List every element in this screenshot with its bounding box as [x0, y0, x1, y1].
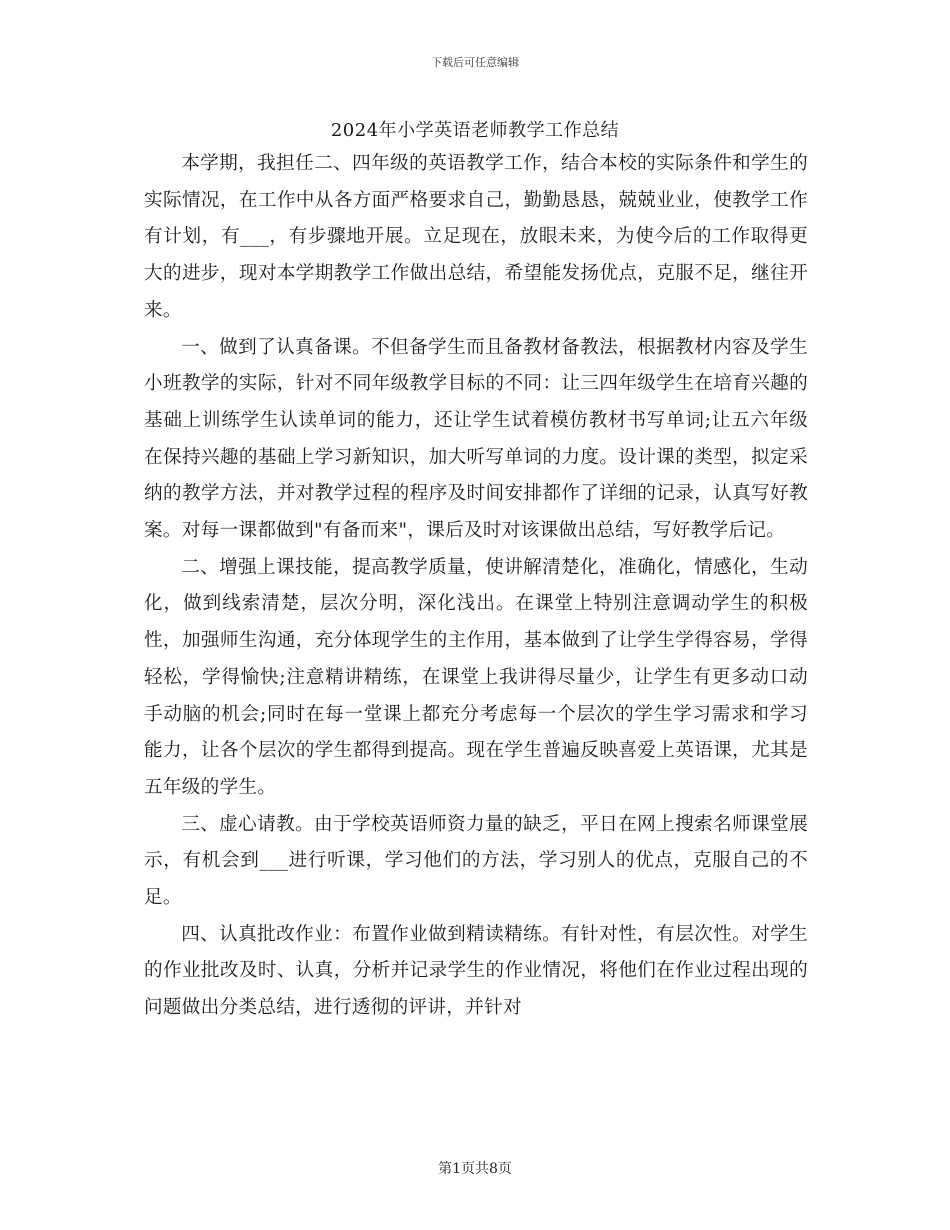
paragraph-homework: 四、认真批改作业：布置作业做到精读精练。有针对性，有层次性。对学生的作业批改及时、认真，分析并记录学生的作业情况，将他们在作业过程出现的问题做出分类总结，进行透彻的评讲，并针对 — [144, 923, 808, 1019]
paragraph-lesson-prep: 一、做到了认真备课。不但备学生而且备教材备教法，根据教材内容及学生小班教学的实际，针对不同年级教学目标的不同：让三四年级学生在培育兴趣的基础上训练学生认读单词的能力，还让学生试着模仿教材书写单词;让五六年级在保持兴趣的基础上学习新知识，加大听写单词的力度。设计课的类型，拟定采纳的教学方法，并对教学过程的程序及时间安排都作了详细的记录，认真写好教案。对每一课都做到"有备而来"，课后及时对该课做出总结，写好教学后记。 — [144, 336, 808, 542]
paragraph-learning: 三、虚心请教。由于学校英语师资力量的缺乏，平日在网上搜索名师课堂展示，有机会到___进行听课，学习他们的方法，学习别人的优点，克服自己的不足。 — [144, 813, 808, 909]
paragraph-teaching-skills: 二、增强上课技能，提高教学质量，使讲解清楚化，准确化，情感化，生动化，做到线索清楚，层次分明，深化浅出。在课堂上特别注意调动学生的积极性，加强师生沟通，充分体现学生的主作用，基本做到了让学生学得容易，学得轻松，学得愉快;注意精讲精练，在课堂上我讲得尽量少，让学生有更多动口动手动脑的机会;同时在每一堂课上都充分考虑每一个层次的学生学习需求和学习能力，让各个层次的学生都得到提高。现在学生普遍反映喜爱上英语课，尤其是五年级的学生。 — [144, 556, 808, 798]
document-body — [144, 146, 808, 1027]
paragraph-intro: 本学期，我担任二、四年级的英语教学工作，结合本校的实际条件和学生的实际情况，在工作中从各方面严格要求自己，勤勤恳恳，兢兢业业，使教学工作有计划，有___，有步骤地开展。立足现在，放眼未来，为使今后的工作取得更大的进步，现对本学期教学工作做出总结，希望能发扬优点，克服不足，继往开来。 — [144, 153, 808, 321]
header-note: 下载后可任意编辑 — [431, 56, 519, 69]
document-title: 2024年小学英语老师教学工作总结 — [330, 120, 620, 141]
page-number: 第1页共8页 — [438, 1161, 512, 1177]
